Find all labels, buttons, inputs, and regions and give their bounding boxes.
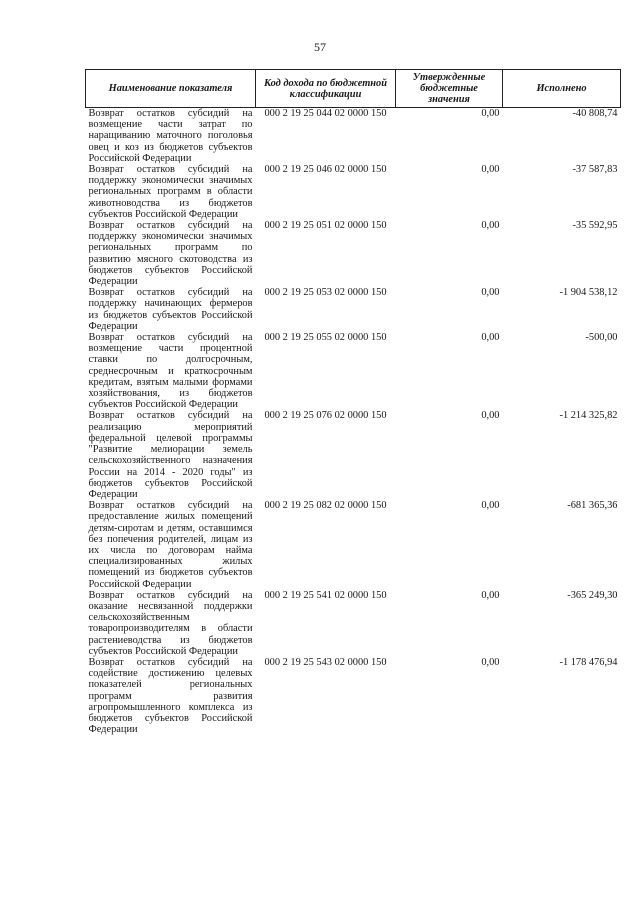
row-name: Возврат остатков субсидий на возмещение части затрат по наращиванию маточного поголовья овец и коз из бюджетов субъектов Российской Федерации	[88, 108, 253, 164]
row-name: Возврат остатков субсидий на оказание несвязанной поддержки сельскохозяйственным товаропроизводителям в области растениеводства из бюджетов субъектов Российской Федерации	[88, 589, 253, 657]
row-name: Возврат остатков субсидий на содействие достижению целевых показателей региональных программ развития агропромышленного комплекса из бюджетов субъектов Российской Федерации	[88, 656, 253, 736]
row-approved: 0,00	[481, 287, 500, 299]
row-executed: -35 592,95	[572, 220, 618, 232]
row-code: 000 2 19 25 076 02 0000 150	[264, 410, 387, 422]
row-approved: 0,00	[481, 108, 500, 119]
table-row	[86, 590, 621, 657]
row-executed: -1 178 476,94	[559, 656, 618, 668]
table-row	[86, 657, 621, 735]
table-row	[86, 164, 621, 220]
row-code: 000 2 19 25 541 02 0000 150	[264, 589, 387, 601]
row-executed: -37 587,83	[572, 164, 618, 176]
row-approved: 0,00	[481, 410, 500, 422]
row-code: 000 2 19 25 543 02 0000 150	[264, 656, 387, 668]
row-executed: -681 365,36	[567, 500, 618, 512]
table-row	[86, 332, 621, 410]
page-number: 57	[314, 40, 326, 54]
row-approved: 0,00	[481, 589, 500, 601]
header-executed: Исполнено	[503, 70, 621, 108]
row-code: 000 2 19 25 053 02 0000 150	[264, 287, 387, 299]
table-header-row	[86, 70, 621, 108]
row-approved: 0,00	[481, 656, 500, 668]
table-row	[86, 410, 621, 500]
row-name: Возврат остатков субсидий на поддержку начинающих фермеров из бюджетов субъектов Российской Федерации	[88, 287, 253, 332]
row-name: Возврат остатков субсидий на реализацию мероприятий федеральной целевой программы "Развитие мелиорации земель сельскохозяйственного назначения России на 2014 - 2020 годы" из бюджетов субъектов Российской Федерации	[88, 410, 253, 500]
row-executed: -1 214 325,82	[559, 410, 618, 422]
header-name: Наименование показателя	[86, 70, 256, 108]
row-name: Возврат остатков субсидий на возмещение части процентной ставки по долгосрочным, среднесрочным и краткосрочным кредитам, взятым малыми формами хозяйствования, из бюджетов субъектов Российской Федерации	[88, 332, 253, 411]
table-body	[86, 108, 621, 736]
row-executed: -1 904 538,12	[559, 287, 618, 299]
row-approved: 0,00	[481, 220, 500, 232]
row-code: 000 2 19 25 055 02 0000 150	[264, 332, 387, 344]
row-executed: -500,00	[585, 332, 618, 344]
row-approved: 0,00	[481, 164, 500, 176]
table-row	[86, 500, 621, 590]
budget-table	[85, 69, 621, 735]
table-row	[86, 108, 621, 165]
row-approved: 0,00	[481, 332, 500, 344]
row-approved: 0,00	[481, 500, 500, 512]
row-executed: -40 808,74	[572, 108, 618, 119]
table-row	[86, 220, 621, 287]
row-code: 000 2 19 25 044 02 0000 150	[264, 108, 387, 119]
table-row	[86, 287, 621, 332]
row-code: 000 2 19 25 051 02 0000 150	[264, 220, 387, 232]
row-code: 000 2 19 25 046 02 0000 150	[264, 164, 387, 176]
row-name: Возврат остатков субсидий на поддержку экономически значимых региональных программ в области животноводства из бюджетов субъектов Российской Федерации	[88, 164, 253, 220]
header-code: Код дохода по бюджетной классификации	[256, 70, 396, 108]
row-name: Возврат остатков субсидий на поддержку экономически значимых региональных программ по развитию мясного скотоводства из бюджетов субъектов Российской Федерации	[88, 220, 253, 288]
row-code: 000 2 19 25 082 02 0000 150	[264, 500, 387, 512]
header-approved: Утвержденные бюджетные значения	[396, 70, 503, 108]
row-name: Возврат остатков субсидий на предоставление жилых помещений детям-сиротам и детям, оставшимся без попечения родителей, лицам из их числа по договорам найма специализированных жилых помещений из бюджетов субъектов Российской Федерации	[88, 500, 253, 590]
row-executed: -365 249,30	[567, 589, 618, 601]
